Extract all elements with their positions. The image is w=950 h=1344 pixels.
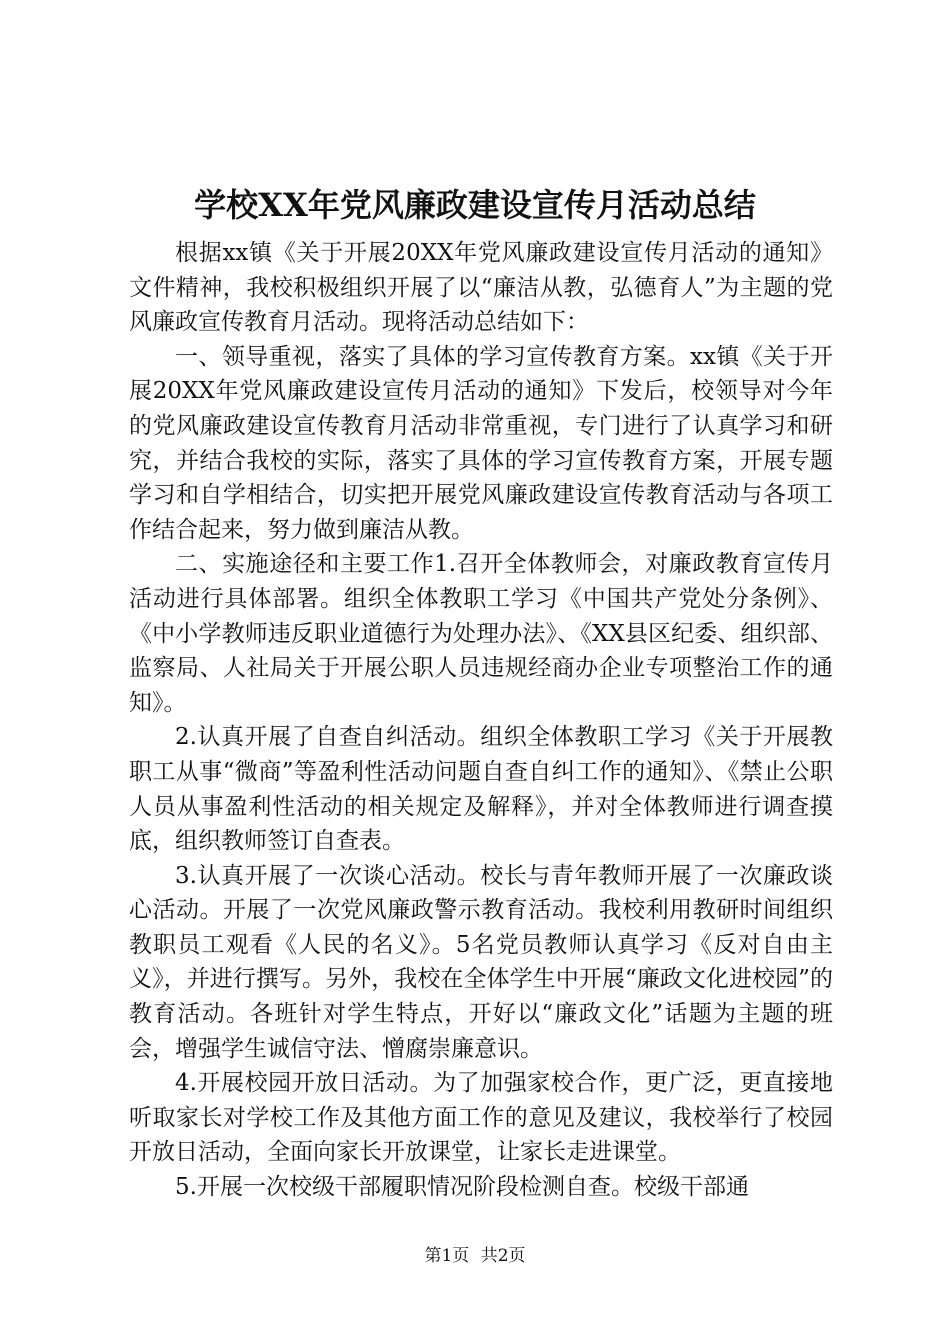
paragraph-cadre-inspection: 5.开展一次校级干部履职情况阶段检测自查。校级干部通 [175,1174,749,1201]
page-footer [0,1244,950,1268]
paragraph-self-inspection: 2.认真开展了自查自纠活动。组织全体教职工学习《关于开展教职工从事“微商”等盈利性活动问题自查自纠工作的通知》、《禁止公职人员从事盈利性活动的相关规定及解释》，并对全体教师进行调查摸底，组织教师签订自查表。 [129,724,833,855]
paragraph-open-day: 4.开展校园开放日活动。为了加强家校合作，更广泛，更直接地听取家长对学校工作及其他方面工作的意见及建议，我校举行了校园开放日活动，全面向家长开放课堂，让家长走进课堂。 [129,1070,833,1166]
paragraph-implementation: 二、实施途径和主要工作1.召开全体教师会，对廉政教育宣传月活动进行具体部署。组织全体教职工学习《中国共产党处分条例》、《中小学教师违反职业道德行为处理办法》、《XX县区纪委、组织部、监察局、人社局关于开展公职人员违规经商办企业专项整治工作的通知》。 [129,551,833,716]
document-title: 学校XX年党风廉政建设宣传月活动总结 [194,186,756,224]
paragraph-intro: 根据xx镇《关于开展20XX年党风廉政建设宣传月活动的通知》文件精神，我校积极组织开展了以“廉洁从教，弘德育人”为主题的党风廉政宣传教育月活动。现将活动总结如下： [129,240,833,336]
paragraph-leadership: 一、领导重视，落实了具体的学习宣传教育方案。xx镇《关于开展20XX年党风廉政建设宣传月活动的通知》下发后，校领导对今年的党风廉政建设宣传教育月活动非常重视，专门进行了认真学习和研究，并结合我校的实际，落实了具体的学习宣传教育方案，开展专题学习和自学相结合，切实把开展党风廉政建设宣传教育活动与各项工作结合起来，努力做到廉洁从教。 [129,343,833,543]
page-number-total: 共2页 [480,1246,526,1266]
document-body [129,236,833,1205]
paragraph-heart-to-heart: 3.认真开展了一次谈心活动。校长与青年教师开展了一次廉政谈心活动。开展了一次党风廉政警示教育活动。我校利用教研时间组织教职员工观看《人民的名义》。5名党员教师认真学习《反对自由主义》，并进行撰写。另外，我校在全体学生中开展“廉政文化进校园”的教育活动。各班针对学生特点，开好以“廉政文化”话题为主题的班会，增强学生诚信守法、憎腐崇廉意识。 [129,862,833,1062]
page-number-current: 第1页 [424,1246,470,1266]
